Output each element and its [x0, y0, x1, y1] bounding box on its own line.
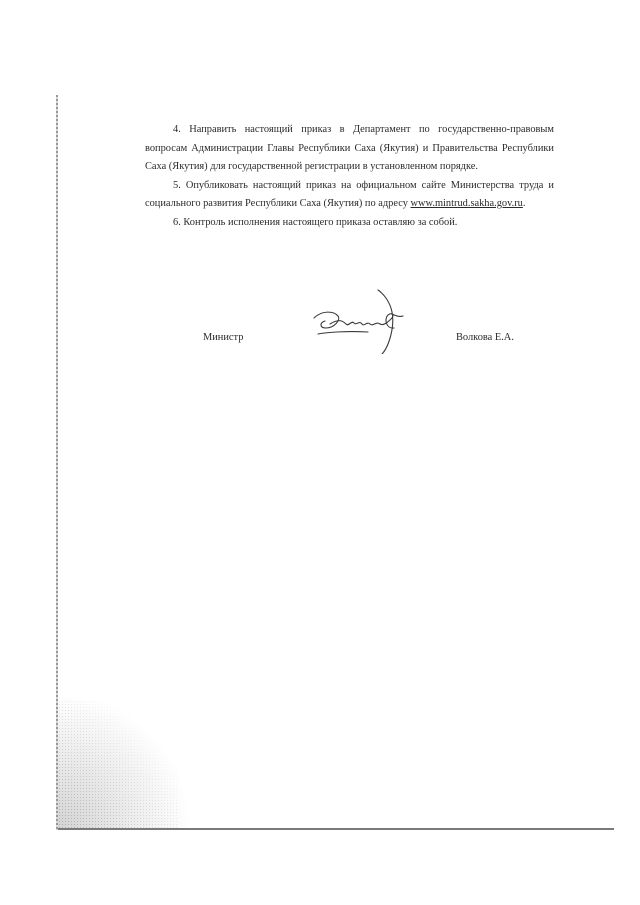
paragraph-6: 6. Контроль исполнения настоящего приказа оставляю за собой.: [173, 216, 458, 228]
paragraph-4: 4. Направить настоящий приказ в Департамент по государственно-правовым вопросам Администрации Главы Республики Саха (Якутия) и Правительства Республики Саха (Якутия) для государственной регистрации в установленном порядке.: [145, 124, 554, 172]
signatory-title: Министр: [203, 332, 244, 343]
signature-block: [203, 332, 533, 354]
scan-bottom-edge: [58, 828, 614, 830]
paragraph-5-end: .: [522, 198, 526, 209]
scan-corner-noise: [58, 700, 178, 828]
paragraph-5: [145, 177, 554, 214]
website-link[interactable]: www.mintrud.sakha.gov.ru: [410, 198, 523, 209]
signatory-name: Волкова Е.А.: [456, 332, 514, 343]
document-body: [145, 121, 554, 232]
paragraph-5-text: 5. Опубликовать настоящий приказ на официальном сайте Министерства труда и социального развития Республики Саха (Якутия) по адресу: [145, 179, 554, 209]
